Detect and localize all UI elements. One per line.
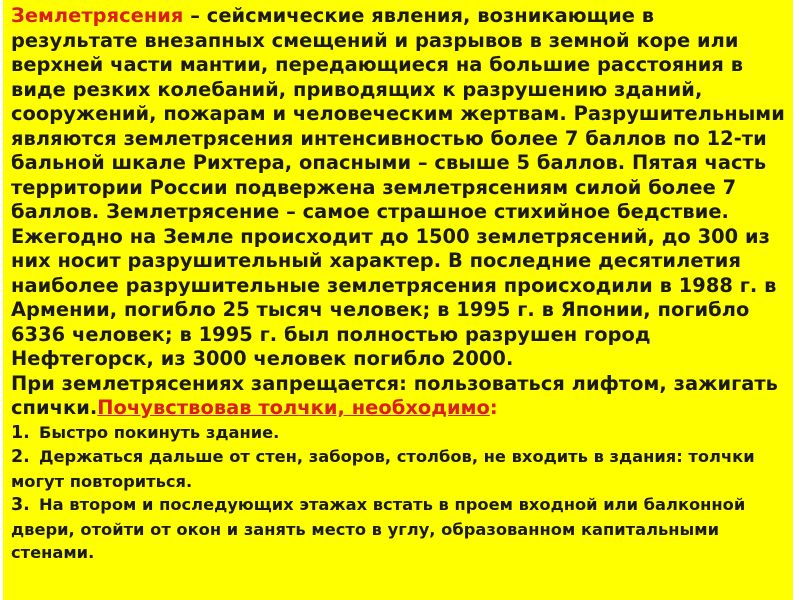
instruction-prompt: Почувствовав толчки, необходимо — [97, 396, 490, 419]
instruction-item — [11, 493, 785, 565]
definition-text: – сейсмические явления, возникающие в результате внезапных смещений и разрывов в земной коре или верхней части мантии, передающиеся на большие расстояния в виде резких колебаний, приводящих к разрушению зданий, сооружений, пожарам и человеческим жертвам. Разрушительными являются землетрясения интенсивностью более 7 баллов по 12-ти бальной шкале Рихтера, опасными – свыше 5 баллов. Пятая часть территории России подвержена землетрясениям силой более 7 баллов. Землетрясение – самое страшное стихийное бедствие. Ежегодно на Земле происходит до 1500 землетрясений, до 300 из них носит разрушительный характер. В последние десятилетия наиболее разрушительные землетрясения происходили в 1988 г. в Армении, погибло 25 тысяч человек; в 1995 г. в Японии, погибло 6336 человек; в 1995 г. был полностью разрушен город Нефтегорск, из 3000 человек погибло 2000. — [11, 4, 785, 370]
instruction-number: 2. — [11, 447, 30, 468]
instruction-text: На втором и последующих этажах встать в проем входной или балконной двери, отойти от окон и занять место в углу, образованном капитальными стенами. — [11, 495, 746, 563]
instruction-item — [11, 421, 785, 446]
instruction-text: Держаться дальше от стен, заборов, столбов, не входить в здания: толчки могут повториться. — [11, 447, 755, 491]
instruction-item — [11, 445, 785, 493]
earthquake-term: Землетрясения — [11, 4, 184, 27]
definition-paragraph — [11, 4, 785, 372]
prohibition-paragraph — [11, 372, 785, 421]
prompt-colon: : — [489, 396, 498, 419]
instruction-number: 1. — [11, 422, 30, 443]
slide — [3, 0, 793, 600]
instruction-number: 3. — [11, 495, 30, 516]
prohibition-text: При землетрясениях запрещается: пользоваться лифтом, зажигать спички. — [11, 371, 778, 419]
instruction-text: Быстро покинуть здание. — [39, 422, 280, 442]
